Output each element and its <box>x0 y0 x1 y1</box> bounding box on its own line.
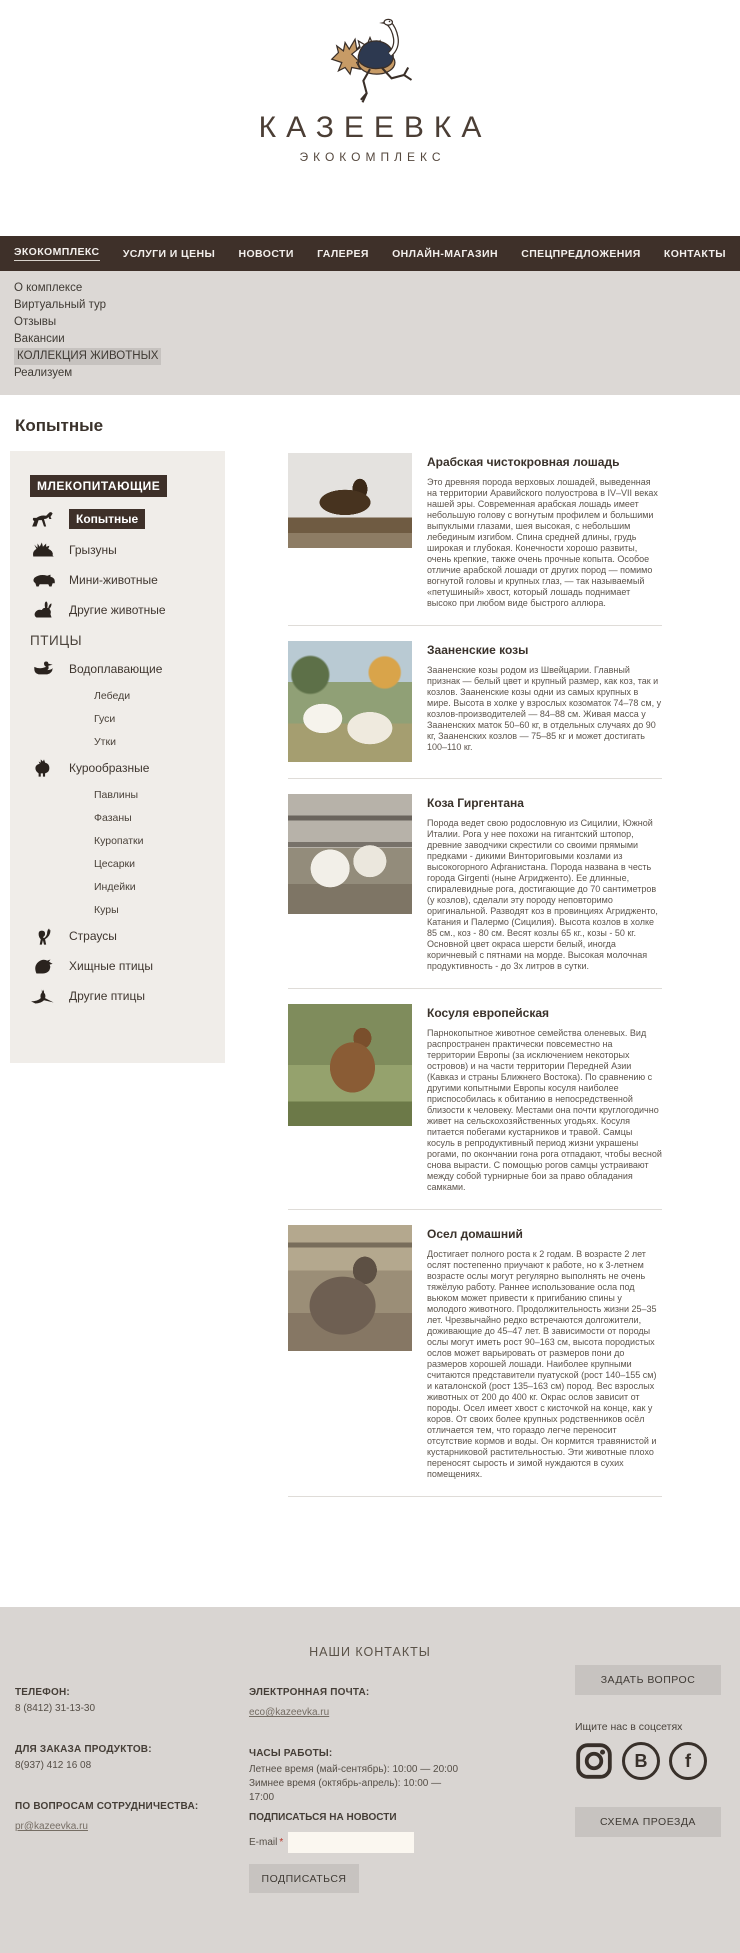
girgentana-goat-photo <box>288 794 412 914</box>
animal-entry-body <box>427 453 662 609</box>
peacock-icon <box>30 987 58 1005</box>
order-phone-label: ДЛЯ ЗАКАЗА ПРОДУКТОВ: <box>15 1744 152 1755</box>
sidebar-item-label: Хищные птицы <box>69 959 154 973</box>
porcupine-icon <box>30 541 58 559</box>
content <box>0 451 740 1551</box>
sidebar-item-label: Страусы <box>69 929 117 943</box>
animal-entry-body <box>427 641 662 762</box>
ostrich-logo-icon <box>320 16 420 109</box>
sidebar-children-galliformes <box>94 789 217 916</box>
nav-item-gallery[interactable]: ГАЛЕРЕЯ <box>317 247 369 260</box>
sidebar-subitem-geese[interactable]: Гуси <box>94 713 116 725</box>
eagle-icon <box>30 957 58 975</box>
sidebar-subitem-pheasants[interactable]: Фазаны <box>94 812 132 824</box>
sidebar-item-label: Водоплавающие <box>69 662 163 676</box>
sidebar-subitem-guinea-fowl[interactable]: Цесарки <box>94 858 135 870</box>
sidebar-item-label: Грызуны <box>69 543 117 557</box>
sidebar-subitem-ducks[interactable]: Утки <box>94 736 116 748</box>
sidebar-item-rodents[interactable] <box>30 541 217 559</box>
sidebar-group-header-birds: ПТИЦЫ <box>30 633 83 648</box>
sidebar-category-tree <box>10 451 225 1063</box>
domestic-donkey-photo <box>288 1225 412 1351</box>
animal-entry-saanen-goats <box>288 626 662 779</box>
animal-description: Зааненские козы родом из Швейцарии. Главный признак — белый цвет и крупный размер, как коз, так и козлов. Зааненские козы одни из самых крупных в мире. Высота в холке у взрослых козоматок 74–78 см, у козлов-производителей — 84–88 см. Живая масса у Зааненских маток 50–60 кг, в отдельных случаях до 90 кг, Зааненских козлов — 75–85 кг и может достигать 100–110 кг. <box>427 665 662 752</box>
vk-icon[interactable]: В <box>622 1742 660 1780</box>
saanen-goats-photo <box>288 641 412 762</box>
footer-contacts-left <box>15 1687 235 1862</box>
animal-description: Это древняя порода верховых лошадей, выведенная на территории Аравийского полуострова в IV–VII веках нашей эры. Современная арабская лошадь имеет небольшую голову с вогнутым профилем и большими выпуклыми глазами, шея высокая, с небольшим лебединым изгибом. Спина средней длины, грудь широкая и глубокая. Конечности хорошо развиты, очень крепкие, также очень прочные копыта. Особое отличие арабской лошади от других пород — помимо вогнутой головы и крупных глаз, — так называемый «петушиный» хвост, который лошадь поднимает высоко при любом виде быстрого аллюра. <box>427 477 658 608</box>
sidebar-item-birds-of-prey[interactable] <box>30 957 217 975</box>
hours-winter: Зимнее время (октябрь-апрель): 10:00 — 17:00 <box>249 1778 442 1803</box>
submenu-item-realizuem[interactable]: Реализуем <box>14 367 73 379</box>
submenu-item-about-complex[interactable]: О комплексе <box>14 282 83 294</box>
nav-item-special-offers[interactable]: СПЕЦПРЕДЛОЖЕНИЯ <box>521 247 641 260</box>
sidebar-subitem-swans[interactable]: Лебеди <box>94 690 131 702</box>
phone-label: ТЕЛЕФОН: <box>15 1687 70 1698</box>
page-title: Копытные <box>15 416 104 435</box>
subscribe-heading: ПОДПИСАТЬСЯ НА НОВОСТИ <box>249 1812 397 1823</box>
submenu-item-vacancies[interactable]: Вакансии <box>14 333 65 345</box>
animal-title: Арабская чистокровная лошадь <box>427 455 620 469</box>
animal-entry-body <box>427 1004 662 1193</box>
hours-summer: Летнее время (май-сентябрь): 10:00 — 20:00 <box>249 1764 459 1775</box>
order-phone-number: 8(937) 412 16 08 <box>15 1760 92 1771</box>
pig-icon <box>30 571 58 589</box>
arabian-horse-photo <box>288 453 412 548</box>
logo-title: КАЗЕЕВКА <box>258 111 492 144</box>
animal-entry-european-roe-deer <box>288 989 662 1210</box>
map-directions-button[interactable]: СХЕМА ПРОЕЗДА <box>575 1807 721 1837</box>
sidebar-item-label: Мини-животные <box>69 573 158 587</box>
animal-entry-body <box>427 794 662 972</box>
animal-description: Порода ведет свою родословную из Сицилии, Южной Италии. Рога у нее похожи на гигантский штопор, древние заводчики скрестили со своими прямыми предками - дикими Винториговыми козлами из высокогорного Афганистана. Порода названа в честь города Girgenti (ныне Агридженто). Ее длинные, спиралевидные рога, достигающие до 70 сантиметров (у козлов), сделали эту породу неповторимо оригинальной. Разводят коз в провинциях Агридженто, Катания и Палермо (Сицилия). Высота козлов в холке 85 см., коз - 80 см. Весят козлы 65 кг., козы - 50 кг. Основной цвет окраса шерсти белый, иногда коричневый с пятнами на морде. Высокая молочная продуктивность - до 3х литров в сутки. <box>427 818 658 971</box>
submenu-item-reviews[interactable]: Отзывы <box>14 316 57 328</box>
sidebar-subitem-turkeys[interactable]: Индейки <box>94 881 136 893</box>
subscribe-block <box>249 1812 414 1893</box>
animal-entry-domestic-donkey <box>288 1210 662 1497</box>
site-header <box>0 0 740 236</box>
footer-heading: НАШИ КОНТАКТЫ <box>309 1645 431 1659</box>
email-input[interactable] <box>288 1832 414 1853</box>
sidebar-group-header-mammals: МЛЕКОПИТАЮЩИЕ <box>30 475 167 497</box>
cooperation-email-link[interactable]: pr@kazeevka.ru <box>15 1821 88 1832</box>
main-nav <box>0 236 740 271</box>
cooperation-label: ПО ВОПРОСАМ СОТРУДНИЧЕСТВА: <box>15 1801 199 1812</box>
nav-item-contacts[interactable]: КОНТАКТЫ <box>663 247 726 260</box>
animal-title: Зааненские козы <box>427 643 529 657</box>
logo-home-link[interactable] <box>249 16 492 164</box>
animal-entry-arabian-horse <box>288 451 662 626</box>
duck-icon <box>30 660 58 678</box>
sidebar-subitem-partridges[interactable]: Куропатки <box>94 835 144 847</box>
animal-list <box>288 451 662 1497</box>
facebook-icon[interactable]: f <box>669 1742 707 1780</box>
sidebar-item-other-birds[interactable] <box>30 987 217 1005</box>
sidebar-subitem-peacocks[interactable]: Павлины <box>94 789 139 801</box>
email-field-label: E-mail <box>249 1837 278 1848</box>
european-roe-deer-photo <box>288 1004 412 1126</box>
nav-item-ecocomplex[interactable]: ЭКОКОМПЛЕКС <box>14 246 100 261</box>
email-label: ЭЛЕКТРОННАЯ ПОЧТА: <box>249 1687 370 1698</box>
sidebar-item-hoofed[interactable] <box>30 509 217 529</box>
sidebar-item-ostriches[interactable] <box>30 927 217 945</box>
social-label: Ищите нас в соцсетях <box>575 1721 683 1733</box>
rooster-icon <box>30 759 58 777</box>
animal-description: Парнокопытное животное семейства оленевых. Вид распространен практически повсеместно на территории Европы (за исключением некоторых островов) и на части территории Передней Азии (Кавказ и страны Ближнего Востока). По сравнению с другими копытными Европы косуля наиболее приспособилась к обитанию в непосредственной близости к человеку. Местами она почти круглогодично живет на сельскохозяйственных угодьях. Косуля питается побегами кустарников и травой. Самцы косуль в репродуктивный период жизни украшены рогами, по окончании гона рога отпадают, чтобы весной снова вырасти. С помощью рогов самцы устраивают между собой турнирные бои за право обладания самками. <box>427 1028 662 1192</box>
ostrich-icon <box>30 927 58 945</box>
nav-item-services-prices[interactable]: УСЛУГИ И ЦЕНЫ <box>122 247 216 260</box>
instagram-icon[interactable] <box>575 1742 613 1780</box>
subscribe-button[interactable]: ПОДПИСАТЬСЯ <box>249 1864 359 1893</box>
submenu <box>0 271 740 395</box>
phone-number: 8 (8412) 31-13-30 <box>15 1703 96 1714</box>
animal-entry-girgentana-goat <box>288 779 662 989</box>
social-icons <box>575 1742 721 1780</box>
nav-item-online-shop[interactable]: ОНЛАЙН-МАГАЗИН <box>392 247 498 260</box>
sidebar-item-mini-animals[interactable] <box>30 571 217 589</box>
sidebar-item-label: Другие птицы <box>69 989 145 1003</box>
animal-entry-body <box>427 1225 662 1480</box>
submenu-item-animal-collection[interactable]: КОЛЛЕКЦИЯ ЖИВОТНЫХ <box>14 348 161 365</box>
animal-title: Осел домашний <box>427 1227 523 1241</box>
sidebar-item-waterfowl[interactable] <box>30 660 217 678</box>
animal-description: Достигает полного роста к 2 годам. В возрасте 2 лет ослят постепенно приучают к работе, но к 3-летнем возрасте ослы могут регулярно выполнять не очень тяжёлую работу. Раннее использование осла под вьюком может привести к пригибанию спины у молодого животного. Продолжительность жизни 25–35 лет. Чрезвычайно редко встречаются долгожители, доживающие до 45–47 лет. В зависимости от породы ослы могут иметь рост 90–163 см, высота породистых ослов может варьировать от размеров пони до размеров хорошей лошади. Наиболее крупными считаются представители пуатуской (рост 140–155 см) и каталонской (рост 135–163 см) пород. Вес взрослых животных от 200 до 400 кг. Окрас ослов зависит от породы. Осел имеет хвост с кисточкой на конце, как у коров. От своих более крупных родственников осёл отличается тем, что гораздо легче переносит отсутствие кормов и воды. Он кормится травянистой и кустарниковой растительностью. Эти животные плохо переносят сырость и зимой нуждаются в сухих помещениях. <box>427 1249 657 1479</box>
logo-subtitle: ЭКОКОМПЛЕКС <box>299 150 446 164</box>
nav-item-news[interactable]: НОВОСТИ <box>238 247 294 260</box>
submenu-item-virtual-tour[interactable]: Виртуальный тур <box>14 299 106 311</box>
ask-question-button[interactable]: ЗАДАТЬ ВОПРОС <box>575 1665 721 1695</box>
rabbit-icon <box>30 601 58 619</box>
animal-title: Коза Гиргентана <box>427 796 524 810</box>
footer <box>0 1607 740 1953</box>
sidebar-item-label: Курообразные <box>69 761 150 775</box>
animal-title: Косуля европейская <box>427 1006 550 1020</box>
footer-right <box>575 1665 721 1780</box>
hours-label: ЧАСЫ РАБОТЫ: <box>249 1748 333 1759</box>
sidebar-children-waterfowl <box>94 690 217 748</box>
required-mark: * <box>279 1837 284 1848</box>
horse-icon <box>30 510 58 528</box>
sidebar-item-galliformes[interactable] <box>30 759 217 777</box>
sidebar-subitem-chickens[interactable]: Куры <box>94 904 119 916</box>
email-link[interactable]: eco@kazeevka.ru <box>249 1707 330 1718</box>
sidebar-item-label: Копытные <box>69 509 145 529</box>
sidebar-item-other-animals[interactable] <box>30 601 217 619</box>
sidebar-item-label: Другие животные <box>69 603 166 617</box>
